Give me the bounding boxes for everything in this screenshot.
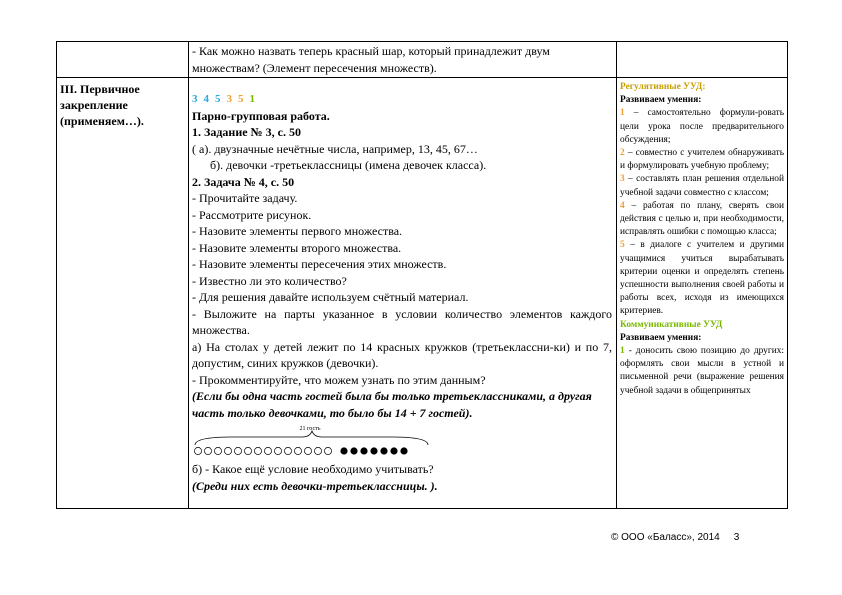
regulatory-uud-title: Регулятивные УУД:: [620, 82, 706, 92]
step: - Для решения давайте используем счётный материал.: [192, 290, 469, 304]
task1-b: б). девочки -третьеклассницы (имена девочек класса).: [210, 158, 487, 172]
step: - Выложите на парты указанное в условии количество элементов каждого множества.: [192, 306, 612, 337]
filled-circle: [390, 447, 397, 454]
uud-item: [620, 239, 784, 318]
stage-label: III. Первичное закрепление (применяем…).: [60, 82, 144, 128]
step: - Рассмотрите рисунок.: [192, 207, 312, 222]
filled-circle: [400, 447, 407, 454]
step: а) На столах у детей лежит по 14 красных кружков (третьеклассни-ки) и по 7, допустим, синих кружков (девочки).: [192, 339, 612, 370]
uud-item-num: 5: [620, 240, 625, 251]
question-b: б) - Какое ещё условие необходимо учитывать?: [192, 462, 434, 476]
text-line: - Как можно назвать теперь красный шар, который принадлежит двум: [192, 44, 550, 58]
indicator-num: 3: [192, 93, 198, 105]
uud-item-text: - доносить свою позицию до других: оформлять свои мысли в устной и письменной речи (выражение решения учебной задачи в общепринятых: [620, 346, 785, 396]
develop-label: Развиваем умения:: [620, 95, 702, 106]
uud-item-num: 3: [620, 174, 625, 185]
step: - Назовите элементы второго множества.: [192, 240, 402, 255]
hollow-circle: [254, 447, 261, 454]
hollow-circle: [264, 447, 271, 454]
filled-circle: [370, 447, 377, 454]
row1-content: [192, 43, 612, 76]
uud-item-text: – составлять план решения отдельной учебной задачи совместно с классом;: [620, 174, 785, 198]
uud-item: [620, 200, 784, 240]
uud-item: [620, 345, 784, 398]
uud-item: [620, 173, 784, 199]
step: - Прокомментируйте, что можем узнать по этим данным?: [192, 372, 486, 387]
hollow-circle: [194, 447, 201, 454]
task2-title: 2. Задача № 4, с. 50: [192, 174, 295, 189]
table-border-left: [56, 41, 57, 509]
hollow-circle: [274, 447, 281, 454]
uud-item-text: – совместно с учителем обнаруживать и формулировать учебную проблему;: [620, 148, 784, 172]
uud-item-num: 2: [620, 148, 625, 159]
uud-item-text: – в диалоге с учителем и другими учащимися учиться вырабатывать критерии оценки и определять степень успешности выполнения своей работы и работы всех, исходя из имеющихся критериев.: [620, 240, 785, 317]
hollow-circle: [224, 447, 231, 454]
table-border-bottom: [56, 508, 788, 509]
uud-item-num: 1: [620, 108, 625, 119]
uud-item: [620, 147, 784, 173]
uud-item-num: 1: [620, 346, 625, 357]
step: - Назовите элементы первого множества.: [192, 224, 403, 238]
hollow-circle: [284, 447, 291, 454]
develop-label: Развиваем умения:: [620, 332, 702, 343]
hollow-circle: [204, 447, 211, 454]
grouping-brace: [195, 431, 428, 445]
uud-item: [620, 107, 784, 147]
filled-circle: [350, 447, 357, 454]
work-title: Парно-групповая работа.: [192, 108, 330, 123]
hollow-circle: [294, 447, 301, 454]
table-border-right: [787, 41, 788, 509]
hollow-circle: [234, 447, 241, 454]
step: - Назовите элементы пересечения этих множеств.: [192, 257, 447, 271]
illustration-label: 21 гость: [299, 426, 321, 432]
page-number: 3: [733, 532, 740, 543]
communicative-uud-title: Коммуникативные УУД: [620, 319, 723, 330]
activity-content: [192, 91, 612, 494]
uud-item-text: – работая по плану, сверять свои действия с целью и, при необходимости, исправлять ошибки с помощью класса;: [620, 200, 784, 238]
row-divider: [56, 77, 788, 78]
column-divider-1: [188, 41, 189, 509]
task1-a: ( а). двузначные нечётные числа, например, 13, 45, 67…: [192, 141, 478, 156]
table-border-top: [56, 41, 788, 42]
counting-illustration: [192, 423, 432, 457]
answer-2: (Среди них есть девочки-третьеклассницы. ).: [192, 478, 438, 493]
hollow-circle: [304, 447, 311, 454]
filled-circle: [340, 447, 347, 454]
indicator-num: 4: [203, 93, 209, 105]
uud-column: [620, 81, 784, 398]
hollow-circle: [214, 447, 221, 454]
step: - Известно ли это количество?: [192, 273, 347, 288]
uud-item-num: 4: [620, 200, 625, 211]
hollow-circle: [324, 447, 331, 454]
uud-item-text: – самостоятельно формули-ровать цели урока после предварительного обсуждения;: [620, 108, 785, 145]
hollow-circle: [314, 447, 321, 454]
hollow-circle: [244, 447, 251, 454]
step: - Прочитайте задачу.: [192, 191, 298, 205]
filled-circle: [360, 447, 367, 454]
circle-group: [194, 447, 407, 454]
indicator-num: 1: [249, 93, 255, 105]
text-line: множествам? (Элемент пересечения множеств).: [192, 60, 437, 75]
indicator-num: 3: [226, 93, 232, 105]
lesson-table: [56, 41, 788, 509]
task1-title: 1. Задание № 3, с. 50: [192, 125, 301, 139]
indicator-num: 5: [215, 93, 221, 105]
column-divider-2: [616, 41, 617, 509]
indicator-num: 5: [238, 93, 244, 105]
indicator-numbers: [192, 91, 612, 108]
answer-1: (Если бы одна часть гостей была бы только третьеклассниками, а другая часть только девочками, то было бы 14 + 7 гостей).: [192, 389, 592, 420]
copyright: © ООО «Баласс», 2014: [611, 532, 720, 543]
page-footer: [611, 532, 739, 543]
filled-circle: [380, 447, 387, 454]
